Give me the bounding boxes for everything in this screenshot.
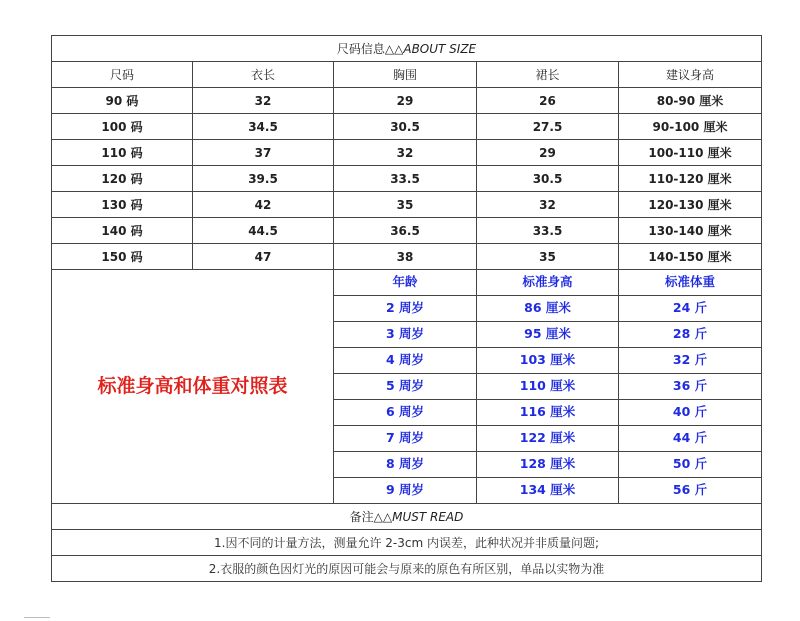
- header-bust: 胸围: [334, 62, 477, 88]
- header-age: 年龄: [334, 270, 477, 296]
- length-cell: 47: [193, 244, 334, 270]
- size-row: [52, 218, 762, 244]
- length-cell: 32: [193, 88, 334, 114]
- size-title-triangles: △△: [384, 41, 404, 56]
- header-suggested-height: 建议身高: [619, 62, 762, 88]
- size-cell: 90 码: [52, 88, 193, 114]
- header-size: 尺码: [52, 62, 193, 88]
- age-cell: 3 周岁: [334, 322, 477, 348]
- header-skirt-length: 裙长: [477, 62, 619, 88]
- standard-weight-cell: 28 斤: [619, 322, 762, 348]
- notes-title-en: MUST READ: [392, 509, 464, 524]
- standard-height-cell: 95 厘米: [477, 322, 619, 348]
- bust-cell: 38: [334, 244, 477, 270]
- size-title-cn: 尺码信息: [336, 41, 385, 56]
- size-row: [52, 88, 762, 114]
- age-cell: 7 周岁: [334, 426, 477, 452]
- corner-divider: [24, 617, 50, 618]
- skirt-length-cell: 30.5: [477, 166, 619, 192]
- notes-title-triangles: △△: [373, 509, 393, 524]
- length-cell: 34.5: [193, 114, 334, 140]
- bust-cell: 33.5: [334, 166, 477, 192]
- size-row: [52, 140, 762, 166]
- size-cell: 150 码: [52, 244, 193, 270]
- standard-height-cell: 116 厘米: [477, 400, 619, 426]
- skirt-length-cell: 33.5: [477, 218, 619, 244]
- skirt-length-cell: 26: [477, 88, 619, 114]
- standard-table-label: 标准身高和体重对照表: [97, 375, 288, 397]
- standard-header-row: [52, 270, 762, 296]
- size-cell: 110 码: [52, 140, 193, 166]
- length-cell: 44.5: [193, 218, 334, 244]
- notes-title: [52, 504, 762, 530]
- header-length: 衣长: [193, 62, 334, 88]
- size-cell: 100 码: [52, 114, 193, 140]
- size-cell: 120 码: [52, 166, 193, 192]
- size-title-en: ABOUT SIZE: [403, 41, 477, 56]
- standard-weight-cell: 40 斤: [619, 400, 762, 426]
- standard-height-cell: 128 厘米: [477, 452, 619, 478]
- size-table-header-row: [52, 62, 762, 88]
- skirt-length-cell: 35: [477, 244, 619, 270]
- bust-cell: 35: [334, 192, 477, 218]
- bust-cell: 32: [334, 140, 477, 166]
- height-cell: 130-140 厘米: [619, 218, 762, 244]
- bust-cell: 30.5: [334, 114, 477, 140]
- height-cell: 80-90 厘米: [619, 88, 762, 114]
- size-table-title: [52, 36, 762, 62]
- standard-height-cell: 122 厘米: [477, 426, 619, 452]
- skirt-length-cell: 29: [477, 140, 619, 166]
- length-cell: 39.5: [193, 166, 334, 192]
- standard-height-cell: 134 厘米: [477, 478, 619, 504]
- height-cell: 120-130 厘米: [619, 192, 762, 218]
- header-standard-height: 标准身高: [477, 270, 619, 296]
- header-standard-weight: 标准体重: [619, 270, 762, 296]
- bust-cell: 36.5: [334, 218, 477, 244]
- skirt-length-cell: 32: [477, 192, 619, 218]
- age-cell: 2 周岁: [334, 296, 477, 322]
- height-cell: 100-110 厘米: [619, 140, 762, 166]
- height-cell: 110-120 厘米: [619, 166, 762, 192]
- size-info-sheet: [51, 35, 762, 582]
- standard-weight-cell: 24 斤: [619, 296, 762, 322]
- age-cell: 9 周岁: [334, 478, 477, 504]
- age-cell: 4 周岁: [334, 348, 477, 374]
- standard-height-cell: 110 厘米: [477, 374, 619, 400]
- age-cell: 6 周岁: [334, 400, 477, 426]
- standard-weight-cell: 32 斤: [619, 348, 762, 374]
- height-cell: 140-150 厘米: [619, 244, 762, 270]
- size-cell: 140 码: [52, 218, 193, 244]
- length-cell: 42: [193, 192, 334, 218]
- notes-title-cn: 备注: [349, 509, 374, 524]
- size-row: [52, 166, 762, 192]
- bust-cell: 29: [334, 88, 477, 114]
- standard-weight-cell: 44 斤: [619, 426, 762, 452]
- standard-weight-cell: 50 斤: [619, 452, 762, 478]
- skirt-length-cell: 27.5: [477, 114, 619, 140]
- standard-weight-cell: 36 斤: [619, 374, 762, 400]
- age-cell: 8 周岁: [334, 452, 477, 478]
- age-cell: 5 周岁: [334, 374, 477, 400]
- length-cell: 37: [193, 140, 334, 166]
- standard-height-cell: 103 厘米: [477, 348, 619, 374]
- standard-weight-cell: 56 斤: [619, 478, 762, 504]
- size-cell: 130 码: [52, 192, 193, 218]
- standard-height-cell: 86 厘米: [477, 296, 619, 322]
- size-row: [52, 114, 762, 140]
- size-row: [52, 244, 762, 270]
- note-item: 1.因不同的计量方法，测量允许 2-3cm 内误差，此种状况并非质量问题;: [52, 530, 762, 556]
- height-cell: 90-100 厘米: [619, 114, 762, 140]
- standard-table-label-cell: [52, 270, 334, 504]
- size-row: [52, 192, 762, 218]
- note-item: 2.衣服的颜色因灯光的原因可能会与原来的原色有所区别，单品以实物为准: [52, 556, 762, 582]
